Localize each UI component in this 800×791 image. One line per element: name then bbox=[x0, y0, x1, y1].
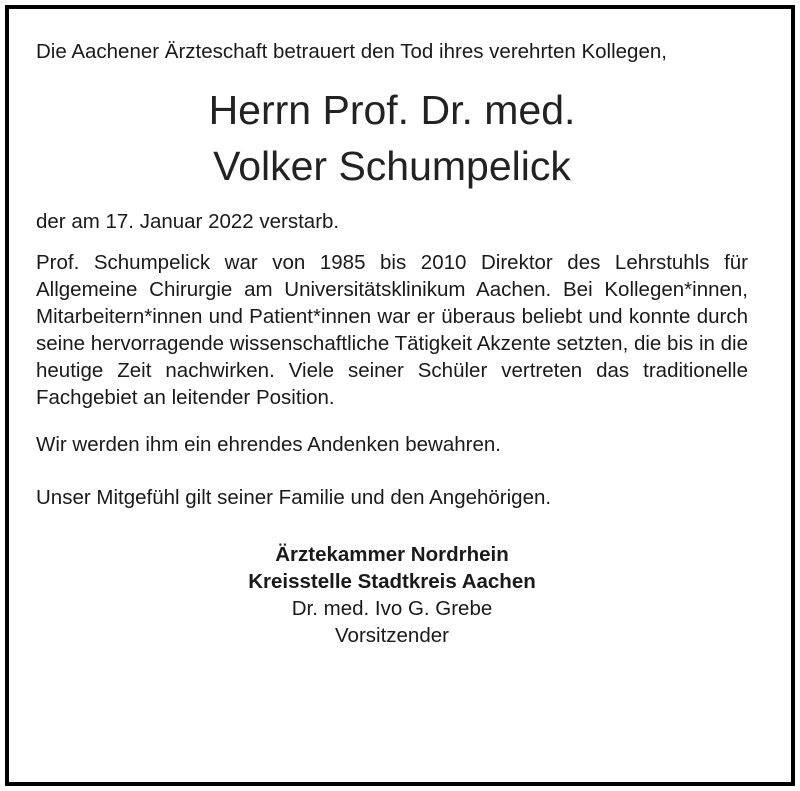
deceased-name bbox=[36, 82, 748, 194]
remembrance-text: Wir werden ihm ein ehrendes Andenken bewahren. bbox=[36, 433, 501, 456]
signature-block bbox=[36, 541, 748, 649]
signature-branch: Kreisstelle Stadtkreis Aachen bbox=[248, 570, 536, 593]
deceased-name-line2: Volker Schumpelick bbox=[213, 143, 571, 189]
condolence-text: Unser Mitgefühl gilt seiner Familie und den Angehörigen. bbox=[36, 486, 552, 509]
date-of-death-text: der am 17. Januar 2022 verstarb. bbox=[36, 210, 340, 233]
signature-organization: Ärztekammer Nordrhein bbox=[275, 543, 509, 566]
intro-text: Die Aachener Ärzteschaft betrauert den Tod ihres verehrten Kollegen, bbox=[36, 40, 667, 63]
signature-person: Dr. med. Ivo G. Grebe bbox=[291, 597, 493, 620]
signature-role: Vorsitzender bbox=[335, 624, 449, 647]
biography-text: Prof. Schumpelick war von 1985 bis 2010 Direktor des Lehrstuhls für Allgemeine Chirurgie am Universitätsklinikum Aachen. Bei Kollegen*innen, Mitarbeitern*innen und Patient*innen war er überaus beliebt und konnte durch seine hervorragende wissenschaftliche Tätigkeit Akzente setzten, die bis in die heutige Zeit nachwirken. Viele seiner Schüler vertreten das traditionelle Fachgebiet an leitender Position. bbox=[36, 251, 748, 409]
obituary-notice bbox=[36, 38, 748, 649]
deceased-name-line1: Herrn Prof. Dr. med. bbox=[208, 87, 576, 133]
